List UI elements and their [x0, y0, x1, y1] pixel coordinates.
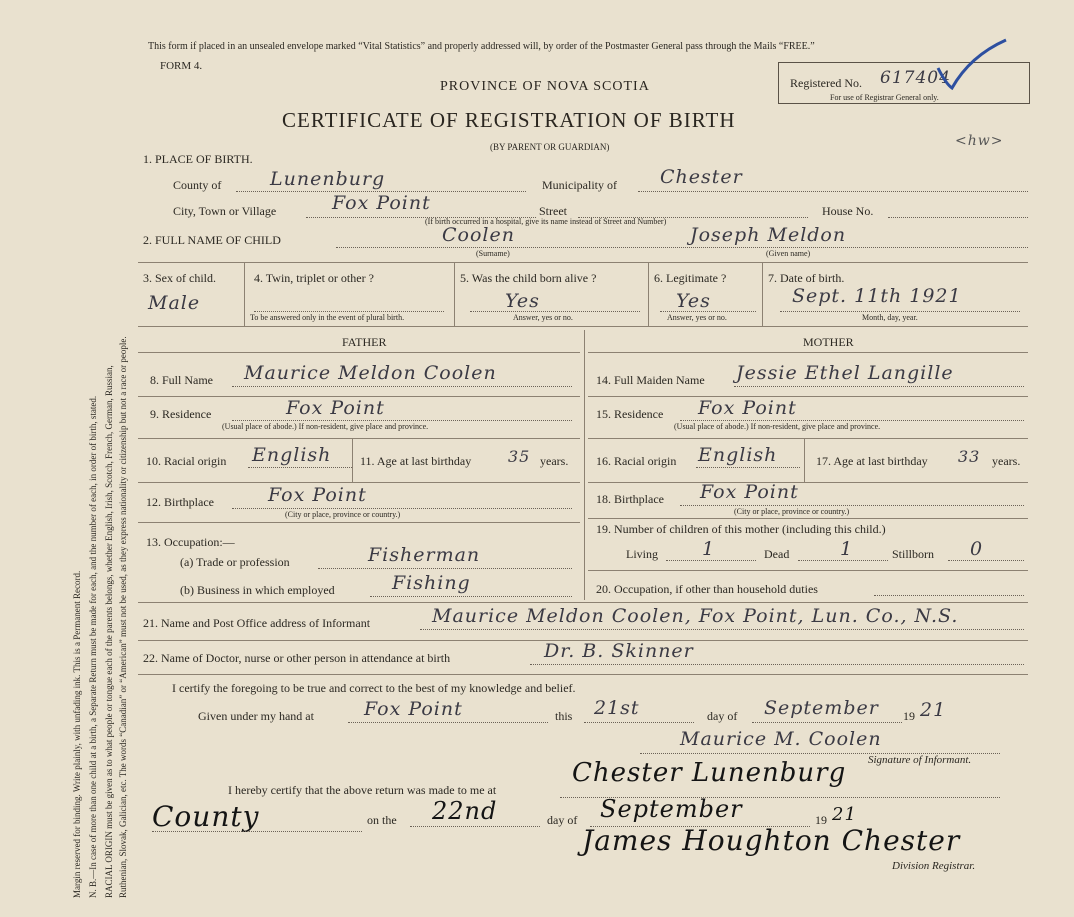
stamp-mark: <hw>	[955, 133, 1004, 149]
street-label: Street	[539, 204, 567, 218]
county-label: County of	[173, 178, 222, 192]
informant-label: 21. Name and Post Office address of Informant	[143, 616, 371, 630]
municipality-label: Municipality of	[542, 178, 617, 192]
mother-birthplace-value: Fox Point	[700, 481, 799, 503]
province-heading: PROVINCE OF NOVA SCOTIA	[440, 79, 650, 94]
check-mark-icon	[930, 36, 1010, 96]
father-racial-label: 10. Racial origin	[146, 454, 227, 468]
father-birthplace-label: 12. Birthplace	[146, 495, 214, 509]
county-value: Lunenburg	[270, 168, 386, 190]
mother-children-label: 19. Number of children of this mother (including this child.)	[596, 522, 886, 536]
alive-label: 5. Was the child born alive ?	[460, 271, 597, 285]
birth-date-caption: Month, day, year.	[862, 313, 918, 322]
registrar-year-prefix: 19	[815, 813, 827, 827]
child-given-value: Joseph Meldon	[690, 224, 847, 246]
given-under-label: Given under my hand at	[198, 709, 314, 723]
mother-occupation-label: 20. Occupation, if other than household duties	[596, 582, 818, 596]
living-label: Living	[626, 547, 658, 561]
mother-residence-value: Fox Point	[698, 397, 797, 419]
legitimate-value: Yes	[676, 290, 711, 312]
mail-note: This form if placed in an unsealed envelope marked “Vital Statistics” and properly addressed will, by order of the Postmaster General pass through the Mails “FREE.”	[148, 41, 815, 52]
registrar-on-label: on the	[367, 813, 397, 827]
mother-name-label: 14. Full Maiden Name	[596, 373, 705, 387]
registrar-signature: James Houghton Chester	[582, 824, 961, 857]
father-age-label: 11. Age at last birthday	[360, 454, 472, 468]
registrar-text: I hereby certify that the above return was made to me at	[228, 783, 497, 797]
alive-value: Yes	[505, 290, 540, 312]
father-residence-value: Fox Point	[286, 397, 385, 419]
father-heading: FATHER	[342, 335, 387, 349]
municipality-value: Chester	[660, 166, 743, 188]
registered-note: For use of Registrar General only.	[830, 93, 939, 102]
registrar-county-value: County	[152, 800, 260, 833]
certify-year-prefix: 19	[903, 709, 915, 723]
registrar-year-value: 21	[832, 804, 857, 825]
child-name-label: 2. FULL NAME OF CHILD	[143, 233, 281, 247]
form-number: FORM 4.	[160, 60, 203, 72]
registered-number: 617404	[880, 68, 951, 88]
place-of-birth-label: 1. PLACE OF BIRTH.	[143, 152, 253, 166]
doctor-label: 22. Name of Doctor, nurse or other person in attendance at birth	[143, 651, 451, 665]
sex-label: 3. Sex of child.	[143, 271, 216, 285]
alive-caption: Answer, yes or no.	[513, 313, 573, 322]
registrar-place-value: Chester Lunenburg	[572, 758, 847, 788]
doctor-value: Dr. B. Skinner	[544, 640, 694, 662]
certify-text: I certify the foregoing to be true and correct to the best of my knowledge and belief.	[172, 681, 576, 695]
house-number-label: House No.	[822, 204, 874, 218]
registrar-day-label: day of	[547, 813, 578, 827]
father-business-value: Fishing	[392, 572, 471, 594]
birth-date-value: Sept. 11th 1921	[792, 285, 962, 307]
father-trade-value: Fisherman	[368, 544, 481, 566]
mother-name-value: Jessie Ethel Langille	[736, 362, 954, 384]
mother-birthplace-label: 18. Birthplace	[596, 492, 664, 506]
father-trade-label: (a) Trade or profession	[180, 555, 290, 569]
father-name-value: Maurice Meldon Coolen	[244, 362, 497, 384]
twin-label: 4. Twin, triplet or other ?	[254, 271, 374, 285]
dead-label: Dead	[764, 547, 790, 561]
mother-age-unit: years.	[992, 454, 1021, 468]
mother-residence-caption: (Usual place of abode.) If non-resident, give place and province.	[674, 422, 881, 431]
mother-age-value: 33	[958, 447, 981, 466]
father-age-unit: years.	[540, 454, 569, 468]
father-occupation-label: 13. Occupation:—	[146, 535, 235, 549]
given-place-value: Fox Point	[364, 698, 463, 720]
twin-caption: To be answered only in the event of plural birth.	[250, 313, 405, 322]
this-label: this	[555, 709, 573, 723]
sidebar-note-3: RACIAL ORIGIN must be given as to what people or tongue each of the parents belongs, whether English, Irish, Scotch, French, German, Russian,	[104, 365, 114, 898]
registrar-signature-label: Division Registrar.	[892, 860, 976, 872]
informant-signature: Maurice M. Coolen	[680, 728, 882, 750]
father-business-label: (b) Business in which employed	[180, 583, 335, 597]
certify-day-label: day of	[707, 709, 738, 723]
hospital-note: (If birth occurred in a hospital, give its name instead of Street and Number)	[425, 217, 667, 226]
sidebar-note-4: Ruthenian, Slovak, Galician, etc. The words “Canadian” or “American” must not be used, as they express nationality or citizenship but not a race or people.	[118, 336, 128, 898]
father-age-value: 35	[508, 447, 531, 466]
father-birthplace-value: Fox Point	[268, 484, 367, 506]
legitimate-caption: Answer, yes or no.	[667, 313, 727, 322]
certify-year-value: 21	[920, 699, 947, 721]
birth-date-label: 7. Date of birth.	[768, 271, 845, 285]
city-value: Fox Point	[332, 192, 431, 214]
mother-heading: MOTHER	[803, 335, 854, 349]
mother-birthplace-caption: (City or place, province or country.)	[734, 507, 850, 516]
given-caption: (Given name)	[766, 249, 811, 258]
mother-racial-label: 16. Racial origin	[596, 454, 677, 468]
certify-day-value: 21st	[594, 697, 640, 719]
stillborn-value: 0	[970, 538, 984, 560]
city-label: City, Town or Village	[173, 204, 277, 218]
dead-value: 1	[840, 538, 854, 560]
living-value: 1	[702, 538, 716, 560]
father-name-label: 8. Full Name	[150, 373, 213, 387]
registered-label: Registered No.	[790, 76, 862, 90]
child-surname-value: Coolen	[442, 224, 515, 246]
certify-month-value: September	[764, 697, 879, 719]
registrar-month-value: September	[600, 795, 743, 823]
surname-caption: (Surname)	[476, 249, 510, 258]
mother-age-label: 17. Age at last birthday	[816, 454, 928, 468]
father-racial-value: English	[252, 444, 332, 466]
certificate-subtitle: (BY PARENT OR GUARDIAN)	[490, 142, 610, 152]
informant-value: Maurice Meldon Coolen, Fox Point, Lun. Co., N.S.	[432, 605, 959, 627]
father-residence-caption: (Usual place of abode.) If non-resident, give place and province.	[222, 422, 429, 431]
sex-value: Male	[148, 292, 201, 314]
sidebar-note-2: N. B.—In case of more than one child at a birth, a Separate Return must be made for each, and the number of each, in order of birth, stated.	[88, 395, 98, 898]
registrar-day-value: 22nd	[432, 797, 498, 825]
father-residence-label: 9. Residence	[150, 407, 212, 421]
mother-residence-label: 15. Residence	[596, 407, 664, 421]
certificate-title: CERTIFICATE OF REGISTRATION OF BIRTH	[282, 108, 736, 132]
father-birthplace-caption: (City or place, province or country.)	[285, 510, 401, 519]
legitimate-label: 6. Legitimate ?	[654, 271, 727, 285]
sidebar-note-1: Margin reserved for binding. Write plainly, with unfading ink. This is a Permanent Record.	[72, 570, 82, 898]
informant-signature-label: Signature of Informant.	[868, 754, 972, 766]
mother-racial-value: English	[698, 444, 778, 466]
stillborn-label: Stillborn	[892, 547, 935, 561]
